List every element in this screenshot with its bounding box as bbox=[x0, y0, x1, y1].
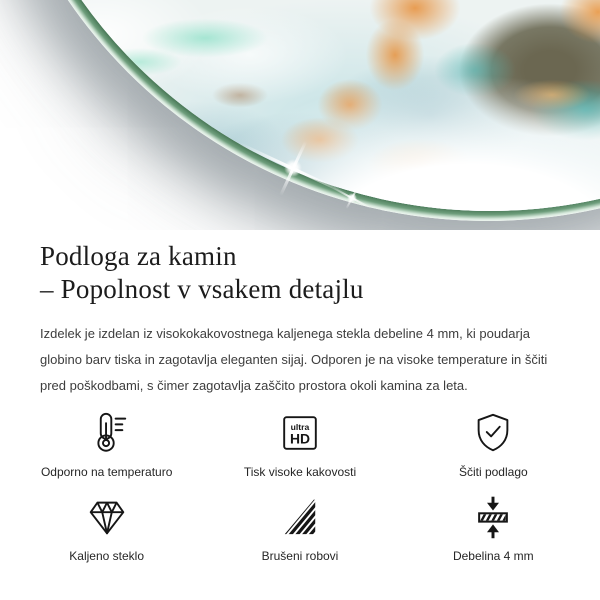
feature-item-temperature bbox=[10, 410, 203, 480]
feature-item-protects bbox=[397, 410, 590, 480]
feature-item-tempered-glass bbox=[10, 494, 203, 564]
page-title-line1: Podloga za kamin bbox=[40, 241, 237, 271]
hd-label: HD bbox=[289, 430, 311, 447]
page-title-line2: – Popolnost v vsakem detajlu bbox=[40, 274, 364, 304]
product-text-section bbox=[0, 240, 600, 399]
diamond-icon bbox=[84, 494, 130, 540]
feature-label: Odporno na temperaturo bbox=[40, 465, 173, 479]
feature-label: Debelina 4 mm bbox=[452, 549, 534, 563]
features-grid bbox=[10, 410, 590, 564]
feature-label: Ščiti podlago bbox=[458, 465, 528, 479]
product-hero-image bbox=[0, 0, 600, 230]
shield-check-icon bbox=[470, 410, 516, 456]
ground-edges-icon bbox=[277, 494, 323, 540]
ultra-hd-icon bbox=[277, 410, 323, 456]
glass-disc bbox=[0, 0, 600, 211]
feature-label: Brušeni robovi bbox=[261, 549, 339, 563]
thermometer-icon bbox=[84, 410, 130, 456]
marble-artwork bbox=[0, 0, 600, 211]
feature-item-ground-edges bbox=[203, 494, 396, 564]
feature-item-print-quality bbox=[203, 410, 396, 480]
page-title bbox=[40, 240, 560, 306]
feature-label: Tisk visoke kakovosti bbox=[243, 465, 357, 479]
product-description: Izdelek je izdelan iz visokokakovostnega kaljenega stekla debeline 4 mm, ki poudarja globino barv tiska in zagotavlja eleganten sijaj. Odporen je na visoke temperature in ščiti pred poškodbami, s čimer zagotavlja zaščito prostora okoli kamina za leta. bbox=[40, 326, 548, 393]
feature-item-thickness bbox=[397, 494, 590, 564]
ultra-label: ultra bbox=[290, 422, 310, 433]
feature-label: Kaljeno steklo bbox=[69, 549, 145, 563]
thickness-icon bbox=[470, 494, 516, 540]
